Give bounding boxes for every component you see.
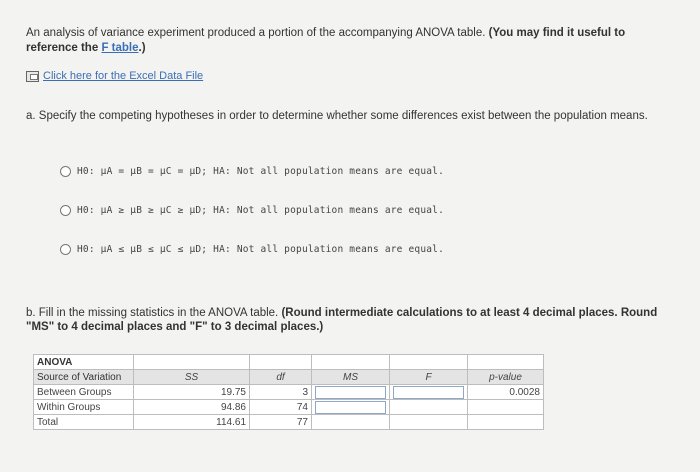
hypothesis-option-1[interactable]	[60, 166, 444, 177]
row-source: Within Groups	[34, 400, 134, 415]
radio-button-1[interactable]	[60, 166, 71, 177]
radio-button-3[interactable]	[60, 244, 71, 255]
row-df: 77	[250, 415, 312, 430]
row-ss: 94.86	[134, 400, 250, 415]
header-pvalue: p-value	[468, 370, 544, 385]
ms-between-cell	[312, 385, 390, 400]
part-b-question	[26, 306, 676, 334]
ms-within-input[interactable]	[315, 401, 386, 414]
row-ss: 114.61	[134, 415, 250, 430]
intro-text	[26, 26, 676, 56]
excel-link-label[interactable]: Click here for the Excel Data File	[43, 70, 204, 82]
header-f: F	[390, 370, 468, 385]
row-df: 3	[250, 385, 312, 400]
f-table-link[interactable]: F table	[101, 42, 139, 54]
ms-between-input[interactable]	[315, 386, 386, 399]
option-label-1: H0: μA = μB = μC = μD; HA: Not all population means are equal.	[77, 166, 445, 177]
part-b-instructions: (Round intermediate calculations to at least 4 decimal places. Round "MS" to 4 decimal places and "F" to 3 decimal places.)	[26, 307, 658, 333]
anova-table	[33, 354, 544, 430]
table-header-row	[34, 370, 544, 385]
table-row	[34, 415, 544, 430]
intro-hint-text: (You may find it useful to reference the	[26, 27, 626, 54]
header-ms: MS	[312, 370, 390, 385]
row-df: 74	[250, 400, 312, 415]
intro-hint-end: .)	[138, 42, 146, 54]
table-caption: ANOVA	[34, 355, 134, 370]
row-ss: 19.75	[134, 385, 250, 400]
part-b-text: b. Fill in the missing statistics in the ANOVA table.	[26, 307, 279, 319]
radio-button-2[interactable]	[60, 205, 71, 216]
option-label-3: H0: μA ≤ μB ≤ μC ≤ μD; HA: Not all population means are equal.	[77, 244, 445, 255]
hypothesis-option-2[interactable]	[60, 205, 444, 216]
part-a-question: a. Specify the competing hypotheses in order to determine whether some differences exist between the population means.	[26, 110, 648, 122]
ms-within-cell	[312, 400, 390, 415]
f-cell	[390, 385, 468, 400]
intro-sentence: An analysis of variance experiment produced a portion of the accompanying ANOVA table.	[26, 27, 486, 39]
header-source: Source of Variation	[34, 370, 134, 385]
row-source: Between Groups	[34, 385, 134, 400]
table-row	[34, 385, 544, 400]
header-ss: SS	[134, 370, 250, 385]
f-input[interactable]	[393, 386, 464, 399]
row-pvalue: 0.0028	[468, 385, 544, 400]
hypothesis-option-3[interactable]	[60, 244, 444, 255]
option-label-2: H0: μA ≥ μB ≥ μC ≥ μD; HA: Not all population means are equal.	[77, 205, 445, 216]
excel-data-link[interactable]	[26, 70, 203, 82]
excel-file-icon	[26, 71, 39, 82]
table-row	[34, 400, 544, 415]
row-source: Total	[34, 415, 134, 430]
header-df: df	[250, 370, 312, 385]
